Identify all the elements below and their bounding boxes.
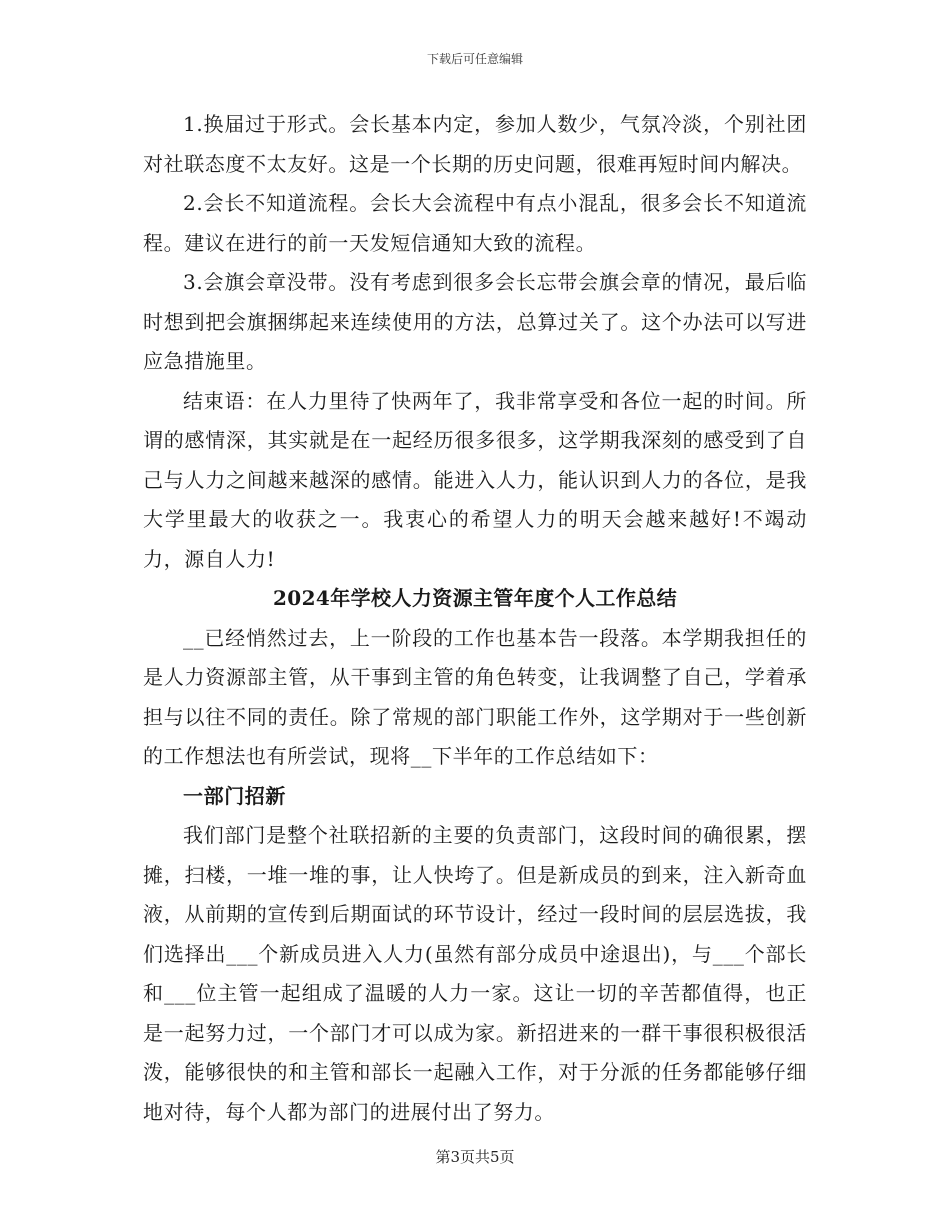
paragraph-issue-2: 2.会长不知道流程。会长大会流程中有点小混乱，很多会长不知道流程。建议在进行的前一天发短信通知大致的流程。 — [143, 191, 807, 255]
page-number: 第3页共5页 — [435, 1148, 515, 1166]
paragraph-issue-3: 3.会旗会章没带。没有考虑到很多会长忘带会旗会章的情况，最后临时想到把会旗捆绑起来连续使用的方法，总算过关了。这个办法可以写进应急措施里。 — [143, 270, 807, 373]
document-body — [143, 105, 807, 1132]
section-intro: __已经悄然过去，上一阶段的工作也基本告一段落。本学期我担任的是人力资源部主管，从干事到主管的角色转变，让我调整了自己，学着承担与以往不同的责任。除了常规的部门职能工作外，这学期对于一些创新的工作想法也有所尝试，现将__下半年的工作总结如下： — [143, 625, 807, 768]
section-title: 2024年学校人力资源主管年度个人工作总结 — [272, 586, 678, 610]
section-body: 我们部门是整个社联招新的主要的负责部门，这段时间的确很累，摆摊，扫楼，一堆一堆的事，让人快垮了。但是新成员的到来，注入新奇血液，从前期的宣传到后期面试的环节设计，经过一段时间的层层选拔，我们选择出___个新成员进入人力(虽然有部分成员中途退出)，与___个部长和___位主管一起组成了温暖的人力一家。这让一切的辛苦都值得，也正是一起努力过，一个部门才可以成为家。新招进来的一群干事很积极很活泼，能够很快的和主管和部长一起融入工作，对于分派的任务都能够仔细地对待，每个人都为部门的进展付出了努力。 — [143, 823, 807, 1124]
section-subheading: 一部门招新 — [183, 783, 286, 808]
header-note: 下载后可任意编辑 — [426, 52, 523, 66]
paragraph-issue-1: 1.换届过于形式。会长基本内定，参加人数少，气氛冷淡，个别社团对社联态度不太友好。这是一个长期的历史问题，很难再短时间内解决。 — [143, 112, 807, 176]
paragraph-closing: 结束语：在人力里待了快两年了，我非常享受和各位一起的时间。所谓的感情深，其实就是在一起经历很多很多，这学期我深刻的感受到了自己与人力之间越来越深的感情。能进入人力，能认识到人力的各位，是我大学里最大的收获之一。我衷心的希望人力的明天会越来越好!不竭动力，源自人力! — [143, 388, 807, 571]
